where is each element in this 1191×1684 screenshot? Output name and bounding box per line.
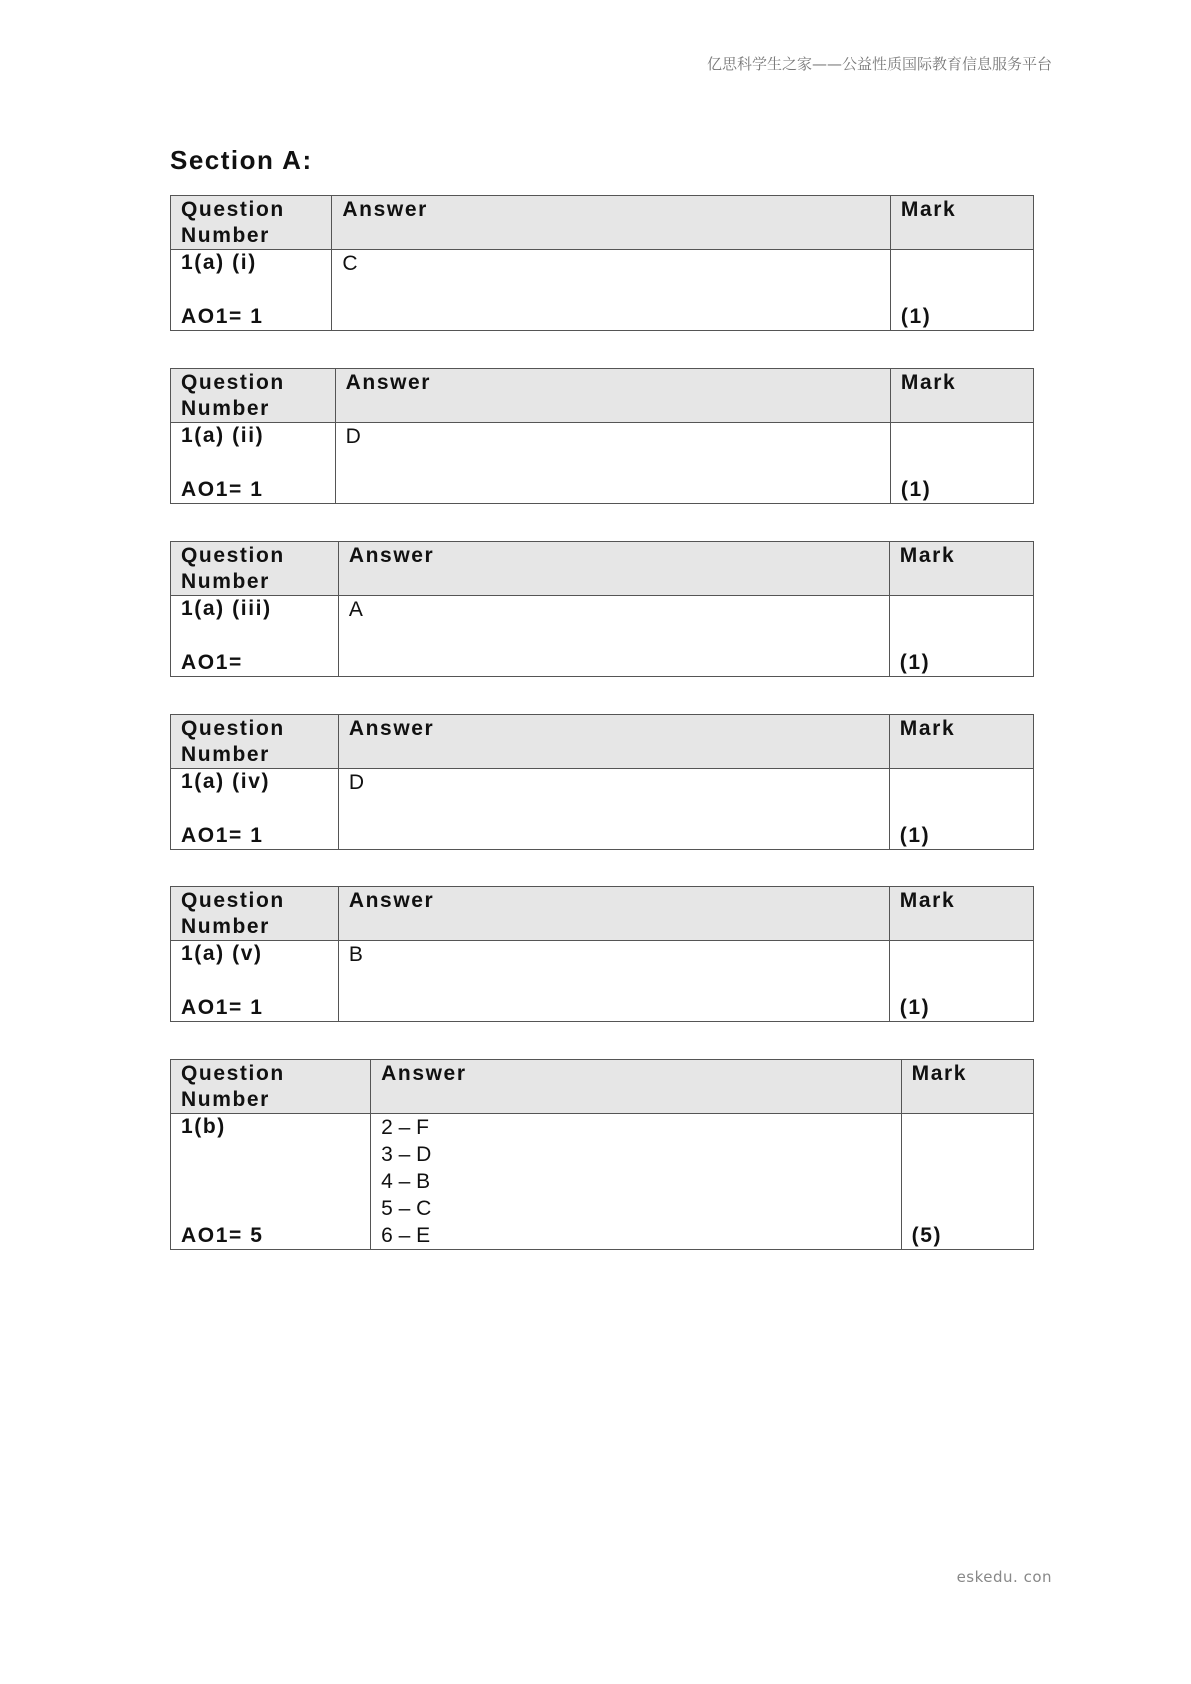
question-number: 1(a) (ii) (181, 424, 265, 447)
mark-cell (890, 423, 1033, 504)
mark-value: (1) (900, 478, 932, 501)
question-number-header: Question Number (171, 715, 339, 769)
mark-cell (889, 596, 1033, 677)
answer-cell: A (338, 596, 889, 677)
mark-header: Mark (889, 887, 1033, 941)
mark-value: (1) (900, 305, 932, 328)
mark-scheme-table (170, 195, 1034, 331)
question-number: 1(a) (v) (181, 942, 263, 965)
mark-scheme-table (170, 541, 1034, 677)
answer-line: 4 – B (381, 1170, 431, 1193)
assessment-objective: AO1= 5 (181, 1224, 264, 1247)
answer-cell: C (332, 250, 890, 331)
mark-value: (1) (899, 824, 931, 847)
question-number-header: Question Number (171, 196, 332, 250)
mark-scheme-table (170, 368, 1034, 504)
mark-cell (889, 941, 1033, 1022)
question-cell (171, 596, 339, 677)
question-cell (171, 941, 339, 1022)
assessment-objective: AO1= 1 (181, 305, 264, 328)
answer-cell: D (335, 423, 890, 504)
question-cell (171, 423, 336, 504)
question-number: 1(a) (iii) (181, 597, 272, 620)
question-cell (171, 769, 339, 850)
question-number: 1(a) (iv) (181, 770, 271, 793)
mark-scheme-table (170, 714, 1034, 850)
question-number-header: Question Number (171, 1060, 371, 1114)
mark-value: (1) (899, 651, 931, 674)
mark-scheme-table (170, 1059, 1034, 1250)
mark-value: (5) (911, 1224, 943, 1247)
question-cell (171, 1114, 371, 1250)
answer-line: 6 – E (381, 1224, 431, 1247)
mark-header: Mark (890, 196, 1033, 250)
question-cell (171, 250, 332, 331)
mark-header: Mark (901, 1060, 1033, 1114)
assessment-objective: AO1= (181, 651, 243, 674)
answer-cell: D (338, 769, 889, 850)
mark-value: (1) (899, 996, 931, 1019)
footer-note: eskedu. con (956, 1568, 1052, 1586)
mark-cell (890, 250, 1033, 331)
answer-line: 5 – C (381, 1197, 432, 1220)
mark-cell (889, 769, 1033, 850)
question-number: 1(b) (181, 1115, 226, 1138)
answer-header: Answer (338, 542, 889, 596)
question-number-header: Question Number (171, 887, 339, 941)
mark-header: Mark (889, 542, 1033, 596)
assessment-objective: AO1= 1 (181, 824, 264, 847)
answer-line: 2 – F (381, 1116, 429, 1139)
answer-header: Answer (335, 369, 890, 423)
question-number: 1(a) (i) (181, 251, 257, 274)
answer-header: Answer (338, 887, 889, 941)
answer-header: Answer (332, 196, 890, 250)
answer-header: Answer (371, 1060, 901, 1114)
assessment-objective: AO1= 1 (181, 996, 264, 1019)
section-title: Section A: (170, 145, 313, 175)
question-number-header: Question Number (171, 542, 339, 596)
mark-scheme-table (170, 886, 1034, 1022)
answer-header: Answer (338, 715, 889, 769)
mark-cell (901, 1114, 1033, 1250)
answer-cell: B (338, 941, 889, 1022)
assessment-objective: AO1= 1 (181, 478, 264, 501)
header-note: 亿思科学生之家——公益性质国际教育信息服务平台 (706, 55, 1052, 73)
mark-header: Mark (890, 369, 1033, 423)
mark-header: Mark (889, 715, 1033, 769)
answer-cell (371, 1114, 901, 1250)
answer-line: 3 – D (381, 1143, 432, 1166)
question-number-header: Question Number (171, 369, 336, 423)
